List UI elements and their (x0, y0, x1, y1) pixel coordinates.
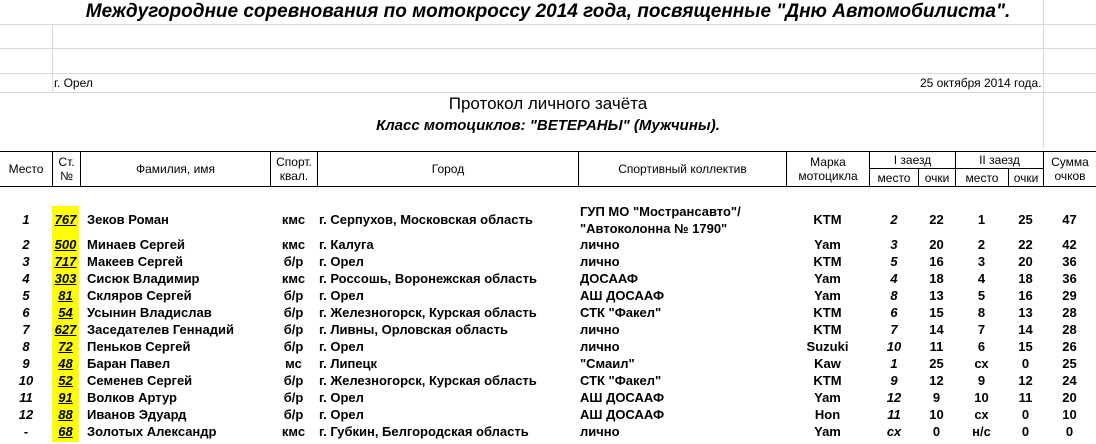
header-team: Спортивный коллектив (618, 162, 747, 176)
race1-place-cell: 12 (886, 390, 902, 405)
page-title: Междугородние соревнования по мотокроссу 2014 года, посвященные "Дню Автомобилиста". (85, 1, 1011, 22)
qualification-cell: мс (285, 356, 302, 371)
race2-place-cell: 6 (977, 339, 986, 354)
header-border-bottom (0, 186, 1096, 187)
race1-place-cell: сх (886, 424, 902, 439)
sum-cell: 20 (1062, 390, 1077, 405)
race1-place-cell: 11 (887, 407, 901, 422)
start-number-cell: 717 (54, 254, 77, 269)
qualification-cell: кмс (281, 212, 306, 227)
brand-cell: KTM (813, 212, 842, 227)
brand-cell: Yam (814, 271, 841, 286)
race1-points-cell: 18 (929, 271, 944, 286)
brand-cell: Yam (814, 390, 841, 405)
race2-points-cell: 15 (1018, 339, 1033, 354)
city-cell: г. Ливны, Орловская область (319, 322, 508, 337)
brand-cell: Kaw (814, 356, 841, 371)
start-number-cell: 88 (58, 407, 73, 422)
race2-points-cell: 11 (1018, 390, 1033, 405)
header-qualification: Спорт. квал. (276, 155, 312, 183)
start-number-cell: 48 (58, 356, 73, 371)
table-row (0, 203, 1096, 237)
start-number-cell: 54 (58, 305, 73, 320)
race2-place-cell: сх (974, 356, 989, 371)
place-cell: 1 (22, 212, 30, 227)
header-city: Город (431, 162, 465, 176)
protocol-title: Протокол личного зачёта (448, 94, 648, 113)
brand-cell: Yam (814, 288, 841, 303)
race2-points-cell: 14 (1018, 322, 1033, 337)
team-cell: ДОСААФ (580, 271, 638, 286)
place-cell: 12 (18, 407, 34, 422)
race1-points-cell: 9 (932, 390, 941, 405)
team-cell: ГУП МО "Мострансавто"/ (580, 204, 741, 219)
race1-points-cell: 25 (929, 356, 944, 371)
race2-points-cell: 13 (1018, 305, 1033, 320)
qualification-cell: кмс (281, 271, 306, 286)
grid-line (0, 73, 1096, 74)
race1-place-cell: 2 (890, 212, 898, 227)
sum-cell: 47 (1062, 212, 1077, 227)
start-number-cell: 91 (58, 390, 73, 405)
sum-cell: 0 (1065, 424, 1074, 439)
brand-cell: Yam (814, 424, 841, 439)
date-label: 25 октября 2014 года. (920, 76, 1042, 90)
race2-place-cell: сх (974, 407, 989, 422)
race1-place-cell: 6 (890, 305, 898, 320)
name-cell: Скляров Сергей (87, 288, 192, 303)
table-row (0, 423, 1096, 440)
brand-cell: KTM (813, 373, 842, 388)
team-cell: АШ ДОСААФ (580, 407, 665, 422)
race1-place-cell: 9 (890, 373, 898, 388)
header-brand: Марка мотоцикла (798, 155, 858, 183)
race2-place-cell: 10 (974, 390, 989, 405)
sum-cell: 28 (1062, 305, 1077, 320)
qualification-cell: б/р (283, 322, 304, 337)
name-cell: Минаев Сергей (87, 237, 185, 252)
start-number-cell: 68 (58, 424, 73, 439)
city-cell: г. Россошь, Воронежская область (319, 271, 537, 286)
team-cell: АШ ДОСААФ (580, 390, 665, 405)
race1-place-cell: 5 (890, 254, 898, 269)
race2-place-cell: 5 (977, 288, 986, 303)
qualification-cell: б/р (283, 305, 304, 320)
name-cell: Семенев Сергей (87, 373, 193, 388)
race1-points-cell: 10 (929, 407, 944, 422)
team-cell: "Смаил" (580, 356, 635, 371)
place-cell: 8 (22, 339, 30, 354)
grid-line (0, 92, 1096, 93)
team-cell: лично (580, 254, 620, 269)
class-title: Класс мотоциклов: "ВЕТЕРАНЫ" (Мужчины). (376, 117, 720, 134)
header-race2-place: место (965, 170, 999, 185)
race2-points-cell: 20 (1018, 254, 1033, 269)
race1-points-cell: 20 (929, 237, 944, 252)
qualification-cell: кмс (281, 237, 306, 252)
place-cell: 10 (18, 373, 34, 388)
brand-cell: KTM (813, 322, 842, 337)
city-cell: г. Орел (319, 288, 364, 303)
race2-place-cell: 1 (977, 212, 986, 227)
city-cell: г. Орел (319, 407, 364, 422)
race1-place-cell: 7 (890, 322, 898, 337)
table-row (0, 253, 1096, 270)
qualification-cell: б/р (283, 390, 304, 405)
qualification-cell: б/р (283, 254, 304, 269)
race2-points-cell: 22 (1018, 237, 1033, 252)
header-race1-place: место (877, 170, 911, 185)
race1-place-cell: 4 (890, 271, 898, 286)
header-race1-points: очки (924, 170, 950, 185)
team-cell: лично (580, 237, 620, 252)
city-label: г. Орел (54, 76, 93, 90)
sum-cell: 36 (1062, 271, 1077, 286)
sum-cell: 28 (1062, 322, 1077, 337)
sum-cell: 24 (1062, 373, 1077, 388)
name-cell: Иванов Эдуард (87, 407, 187, 422)
race2-place-cell: 8 (977, 305, 986, 320)
race2-points-cell: 18 (1018, 271, 1033, 286)
brand-cell: Suzuki (806, 339, 849, 354)
race1-points-cell: 15 (929, 305, 944, 320)
header-sum: Сумма очков (1051, 155, 1089, 183)
race2-points-cell: 0 (1021, 424, 1030, 439)
table-row (0, 236, 1096, 253)
qualification-cell: кмс (281, 424, 306, 439)
city-cell: г. Орел (319, 339, 364, 354)
brand-cell: KTM (813, 254, 842, 269)
city-cell: г. Железногорск, Курская область (319, 305, 537, 320)
table-row (0, 270, 1096, 287)
race2-points-cell: 16 (1018, 288, 1033, 303)
city-cell: г. Железногорск, Курская область (319, 373, 537, 388)
city-cell: г. Орел (319, 390, 364, 405)
sum-cell: 26 (1062, 339, 1077, 354)
brand-cell: Yam (814, 237, 841, 252)
sum-cell: 36 (1062, 254, 1077, 269)
place-cell: 9 (22, 356, 30, 371)
sum-cell: 10 (1062, 407, 1077, 422)
race1-place-cell: 8 (890, 288, 898, 303)
city-cell: г. Губкин, Белгородская область (319, 424, 529, 439)
name-cell: Пеньков Сергей (87, 339, 191, 354)
grid-line (0, 48, 1096, 49)
race2-place-cell: 9 (977, 373, 986, 388)
race1-points-cell: 14 (929, 322, 944, 337)
team-cell-line2: "Автоколонна № 1790" (580, 221, 728, 236)
place-cell: 3 (22, 254, 30, 269)
race1-points-cell: 11 (929, 339, 944, 354)
place-cell: 5 (22, 288, 30, 303)
city-cell: г. Орел (319, 254, 364, 269)
place-cell: 4 (22, 271, 30, 286)
race1-points-cell: 16 (929, 254, 944, 269)
table-row (0, 338, 1096, 355)
city-cell: г. Липецк (319, 356, 378, 371)
race2-place-cell: 4 (977, 271, 986, 286)
name-cell: Зеков Роман (87, 212, 169, 227)
race2-place-cell: 7 (977, 322, 986, 337)
team-cell: лично (580, 424, 620, 439)
race1-points-cell: 13 (929, 288, 944, 303)
place-cell: 6 (22, 305, 30, 320)
header-race2: II заезд (979, 153, 1020, 167)
race1-place-cell: 3 (890, 237, 898, 252)
race2-points-cell: 0 (1021, 407, 1030, 422)
sum-cell: 25 (1062, 356, 1077, 371)
team-cell: лично (580, 322, 620, 337)
team-cell: СТК "Факел" (580, 305, 662, 320)
brand-cell: KTM (813, 305, 842, 320)
team-cell: СТК "Факел" (580, 373, 662, 388)
brand-cell: Hon (814, 407, 841, 422)
name-cell: Волков Артур (87, 390, 177, 405)
qualification-cell: б/р (283, 339, 304, 354)
start-number-cell: 52 (58, 373, 73, 388)
place-cell: 2 (22, 237, 30, 252)
race1-points-cell: 22 (929, 212, 944, 227)
race1-place-cell: 10 (886, 339, 902, 354)
race1-points-cell: 0 (932, 424, 941, 439)
table-row (0, 355, 1096, 372)
place-cell: 11 (19, 390, 33, 405)
grid-line (52, 24, 53, 92)
race2-points-cell: 25 (1018, 212, 1033, 227)
team-cell: лично (580, 339, 620, 354)
name-cell: Золотых Александр (87, 424, 217, 439)
qualification-cell: б/р (283, 407, 304, 422)
start-number-cell: 627 (54, 322, 77, 337)
grid-line (0, 24, 1096, 25)
city-cell: г. Калуга (319, 237, 374, 252)
sum-cell: 42 (1062, 237, 1077, 252)
name-cell: Сисюк Владимир (87, 271, 200, 286)
start-number-cell: 767 (54, 212, 77, 227)
city-cell: г. Серпухов, Московская область (319, 212, 533, 227)
table-row (0, 406, 1096, 423)
table-row (0, 304, 1096, 321)
header-race1: I заезд (893, 153, 932, 167)
table-row (0, 287, 1096, 304)
header-start-number: Ст. № (58, 155, 75, 183)
name-cell: Макеев Сергей (87, 254, 183, 269)
start-number-cell: 500 (54, 237, 77, 252)
table-row (0, 321, 1096, 338)
name-cell: Баран Павел (87, 356, 171, 371)
header-place: Место (8, 162, 44, 176)
header-name: Фамилия, имя (135, 162, 216, 176)
qualification-cell: б/р (283, 288, 304, 303)
sum-cell: 29 (1062, 288, 1077, 303)
start-number-cell: 72 (58, 339, 73, 354)
start-number-cell: 303 (54, 271, 77, 286)
race2-place-cell: 2 (977, 237, 986, 252)
team-cell: АШ ДОСААФ (580, 288, 665, 303)
race2-place-cell: н/с (972, 424, 991, 439)
table-row (0, 372, 1096, 389)
start-number-cell: 81 (58, 288, 73, 303)
qualification-cell: б/р (283, 373, 304, 388)
name-cell: Усынин Владислав (87, 305, 212, 320)
place-cell: - (23, 424, 29, 439)
race2-place-cell: 3 (977, 254, 986, 269)
race2-points-cell: 0 (1021, 356, 1030, 371)
header-race2-points: очки (1013, 170, 1039, 185)
name-cell: Заседателев Геннадий (87, 322, 234, 337)
race2-points-cell: 12 (1018, 373, 1033, 388)
race1-points-cell: 12 (929, 373, 944, 388)
table-row (0, 389, 1096, 406)
place-cell: 7 (22, 322, 30, 337)
race1-place-cell: 1 (890, 356, 898, 371)
